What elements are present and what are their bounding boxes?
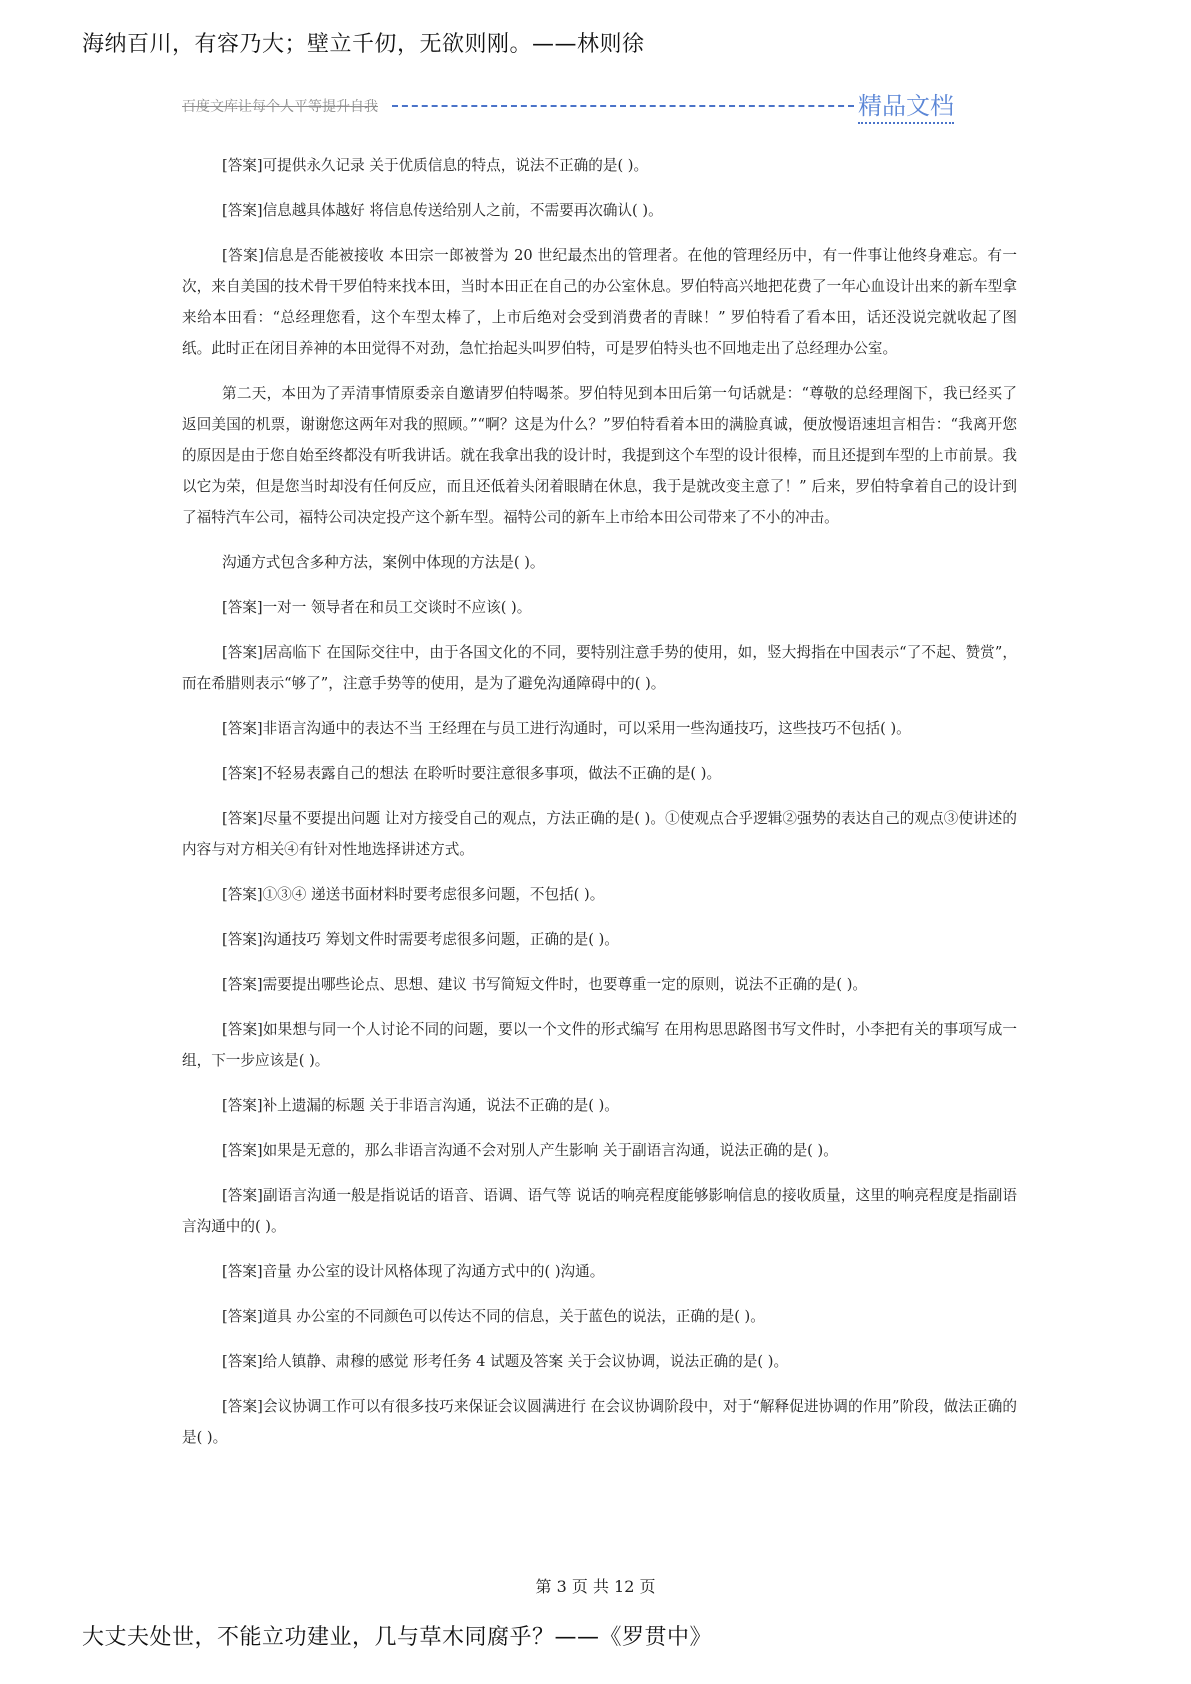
paragraph: [答案]沟通技巧 筹划文件时需要考虑很多问题，正确的是( )。 [222, 931, 619, 948]
paragraph: [答案]给人镇静、肃穆的感觉 形考任务 4 试题及答案 关于会议协调，说法正确的是( )。 [222, 1353, 789, 1370]
page-header [182, 86, 962, 120]
paragraph: 沟通方式包含多种方法，案例中体现的方法是( )。 [222, 554, 545, 571]
header-left-text: 百度文库让每个人平等提升自我 [182, 99, 378, 115]
paragraph: [答案]①③④ 递送书面材料时要考虑很多问题，不包括( )。 [222, 886, 605, 903]
paragraph: [答案]非语言沟通中的表达不当 王经理在与员工进行沟通时，可以采用一些沟通技巧，这些技巧不包括( )。 [222, 720, 911, 737]
paragraph: [答案]尽量不要提出问题 让对方接受自己的观点，方法正确的是( )。①使观点合乎逻辑②强势的表达自己的观点③使讲述的内容与对方相关④有针对性地选择讲述方式。 [182, 810, 1017, 858]
header-dashed-line [392, 105, 854, 107]
paragraph: [答案]可提供永久记录 关于优质信息的特点，说法不正确的是( )。 [222, 157, 649, 174]
top-quote: 海纳百川，有容乃大；壁立千仞，无欲则刚。——林则徐 [82, 32, 645, 57]
paragraph: [答案]副语言沟通一般是指说话的语音、语调、语气等 说话的响亮程度能够影响信息的接收质量，这里的响亮程度是指副语言沟通中的( )。 [182, 1187, 1017, 1235]
paragraph: [答案]如果是无意的，那么非语言沟通不会对别人产生影响 关于副语言沟通，说法正确的是( )。 [222, 1142, 838, 1159]
paragraph: [答案]一对一 领导者在和员工交谈时不应该( )。 [222, 599, 532, 616]
document-body [182, 150, 1017, 1467]
paragraph: [答案]信息越具体越好 将信息传送给别人之前，不需要再次确认( )。 [222, 202, 663, 219]
paragraph: [答案]如果想与同一个人讨论不同的问题，要以一个文件的形式编写 在用构思思路图书写文件时，小李把有关的事项写成一组，下一步应该是( )。 [182, 1021, 1017, 1069]
paragraph: [答案]不轻易表露自己的想法 在聆听时要注意很多事项，做法不正确的是( )。 [222, 765, 722, 782]
paragraph: [答案]居高临下 在国际交往中，由于各国文化的不同，要特别注意手势的使用，如，竖大拇指在中国表示“了不起、赞赏”，而在希腊则表示“够了”，注意手势等的使用，是为了避免沟通障碍中的( )。 [182, 644, 1017, 692]
bottom-quote: 大丈夫处世，不能立功建业，几与草木同腐乎？——《罗贯中》 [82, 1625, 713, 1650]
page-number: 第 3 页 共 12 页 [535, 1577, 656, 1596]
header-right-text: 精品文档 [858, 86, 954, 124]
paragraph: [答案]补上遗漏的标题 关于非语言沟通，说法不正确的是( )。 [222, 1097, 619, 1114]
paragraph: [答案]需要提出哪些论点、思想、建议 书写简短文件时，也要尊重一定的原则，说法不正确的是( )。 [222, 976, 867, 993]
paragraph: [答案]道具 办公室的不同颜色可以传达不同的信息，关于蓝色的说法，正确的是( )。 [222, 1308, 765, 1325]
paragraph: [答案]会议协调工作可以有很多技巧来保证会议圆满进行 在会议协调阶段中，对于“解释促进协调的作用”阶段，做法正确的是( )。 [182, 1398, 1017, 1446]
paragraph: 第二天，本田为了弄清事情原委亲自邀请罗伯特喝茶。罗伯特见到本田后第一句话就是：“尊敬的总经理阁下，我已经买了返回美国的机票，谢谢您这两年对我的照顾。”“啊？这是为什么？”罗伯特看着本田的满脸真诚，便放慢语速坦言相告：“我离开您的原因是由于您自始至终都没有听我讲话。就在我拿出我的设计时，我提到这个车型的设计很棒，而且还提到车型的上市前景。我以它为荣，但是您当时却没有任何反应，而且还低着头闭着眼睛在休息，我于是就改变主意了！” 后来，罗伯特拿着自己的设计到了福特汽车公司，福特公司决定投产这个新车型。福特公司的新车上市给本田公司带来了不小的冲击。 [182, 385, 1017, 526]
paragraph: [答案]音量 办公室的设计风格体现了沟通方式中的( )沟通。 [222, 1263, 605, 1280]
paragraph: [答案]信息是否能被接收 本田宗一郎被誉为 20 世纪最杰出的管理者。在他的管理经历中，有一件事让他终身难忘。有一次，来自美国的技术骨干罗伯特来找本田，当时本田正在自己的办公室休息。罗伯特高兴地把花费了一年心血设计出来的新车型拿来给本田看：“总经理您看，这个车型太棒了，上市后绝对会受到消费者的青睐！” 罗伯特看了看本田，话还没说完就收起了图纸。此时正在闭目养神的本田觉得不对劲，急忙抬起头叫罗伯特，可是罗伯特头也不回地走出了总经理办公室。 [182, 247, 1017, 357]
